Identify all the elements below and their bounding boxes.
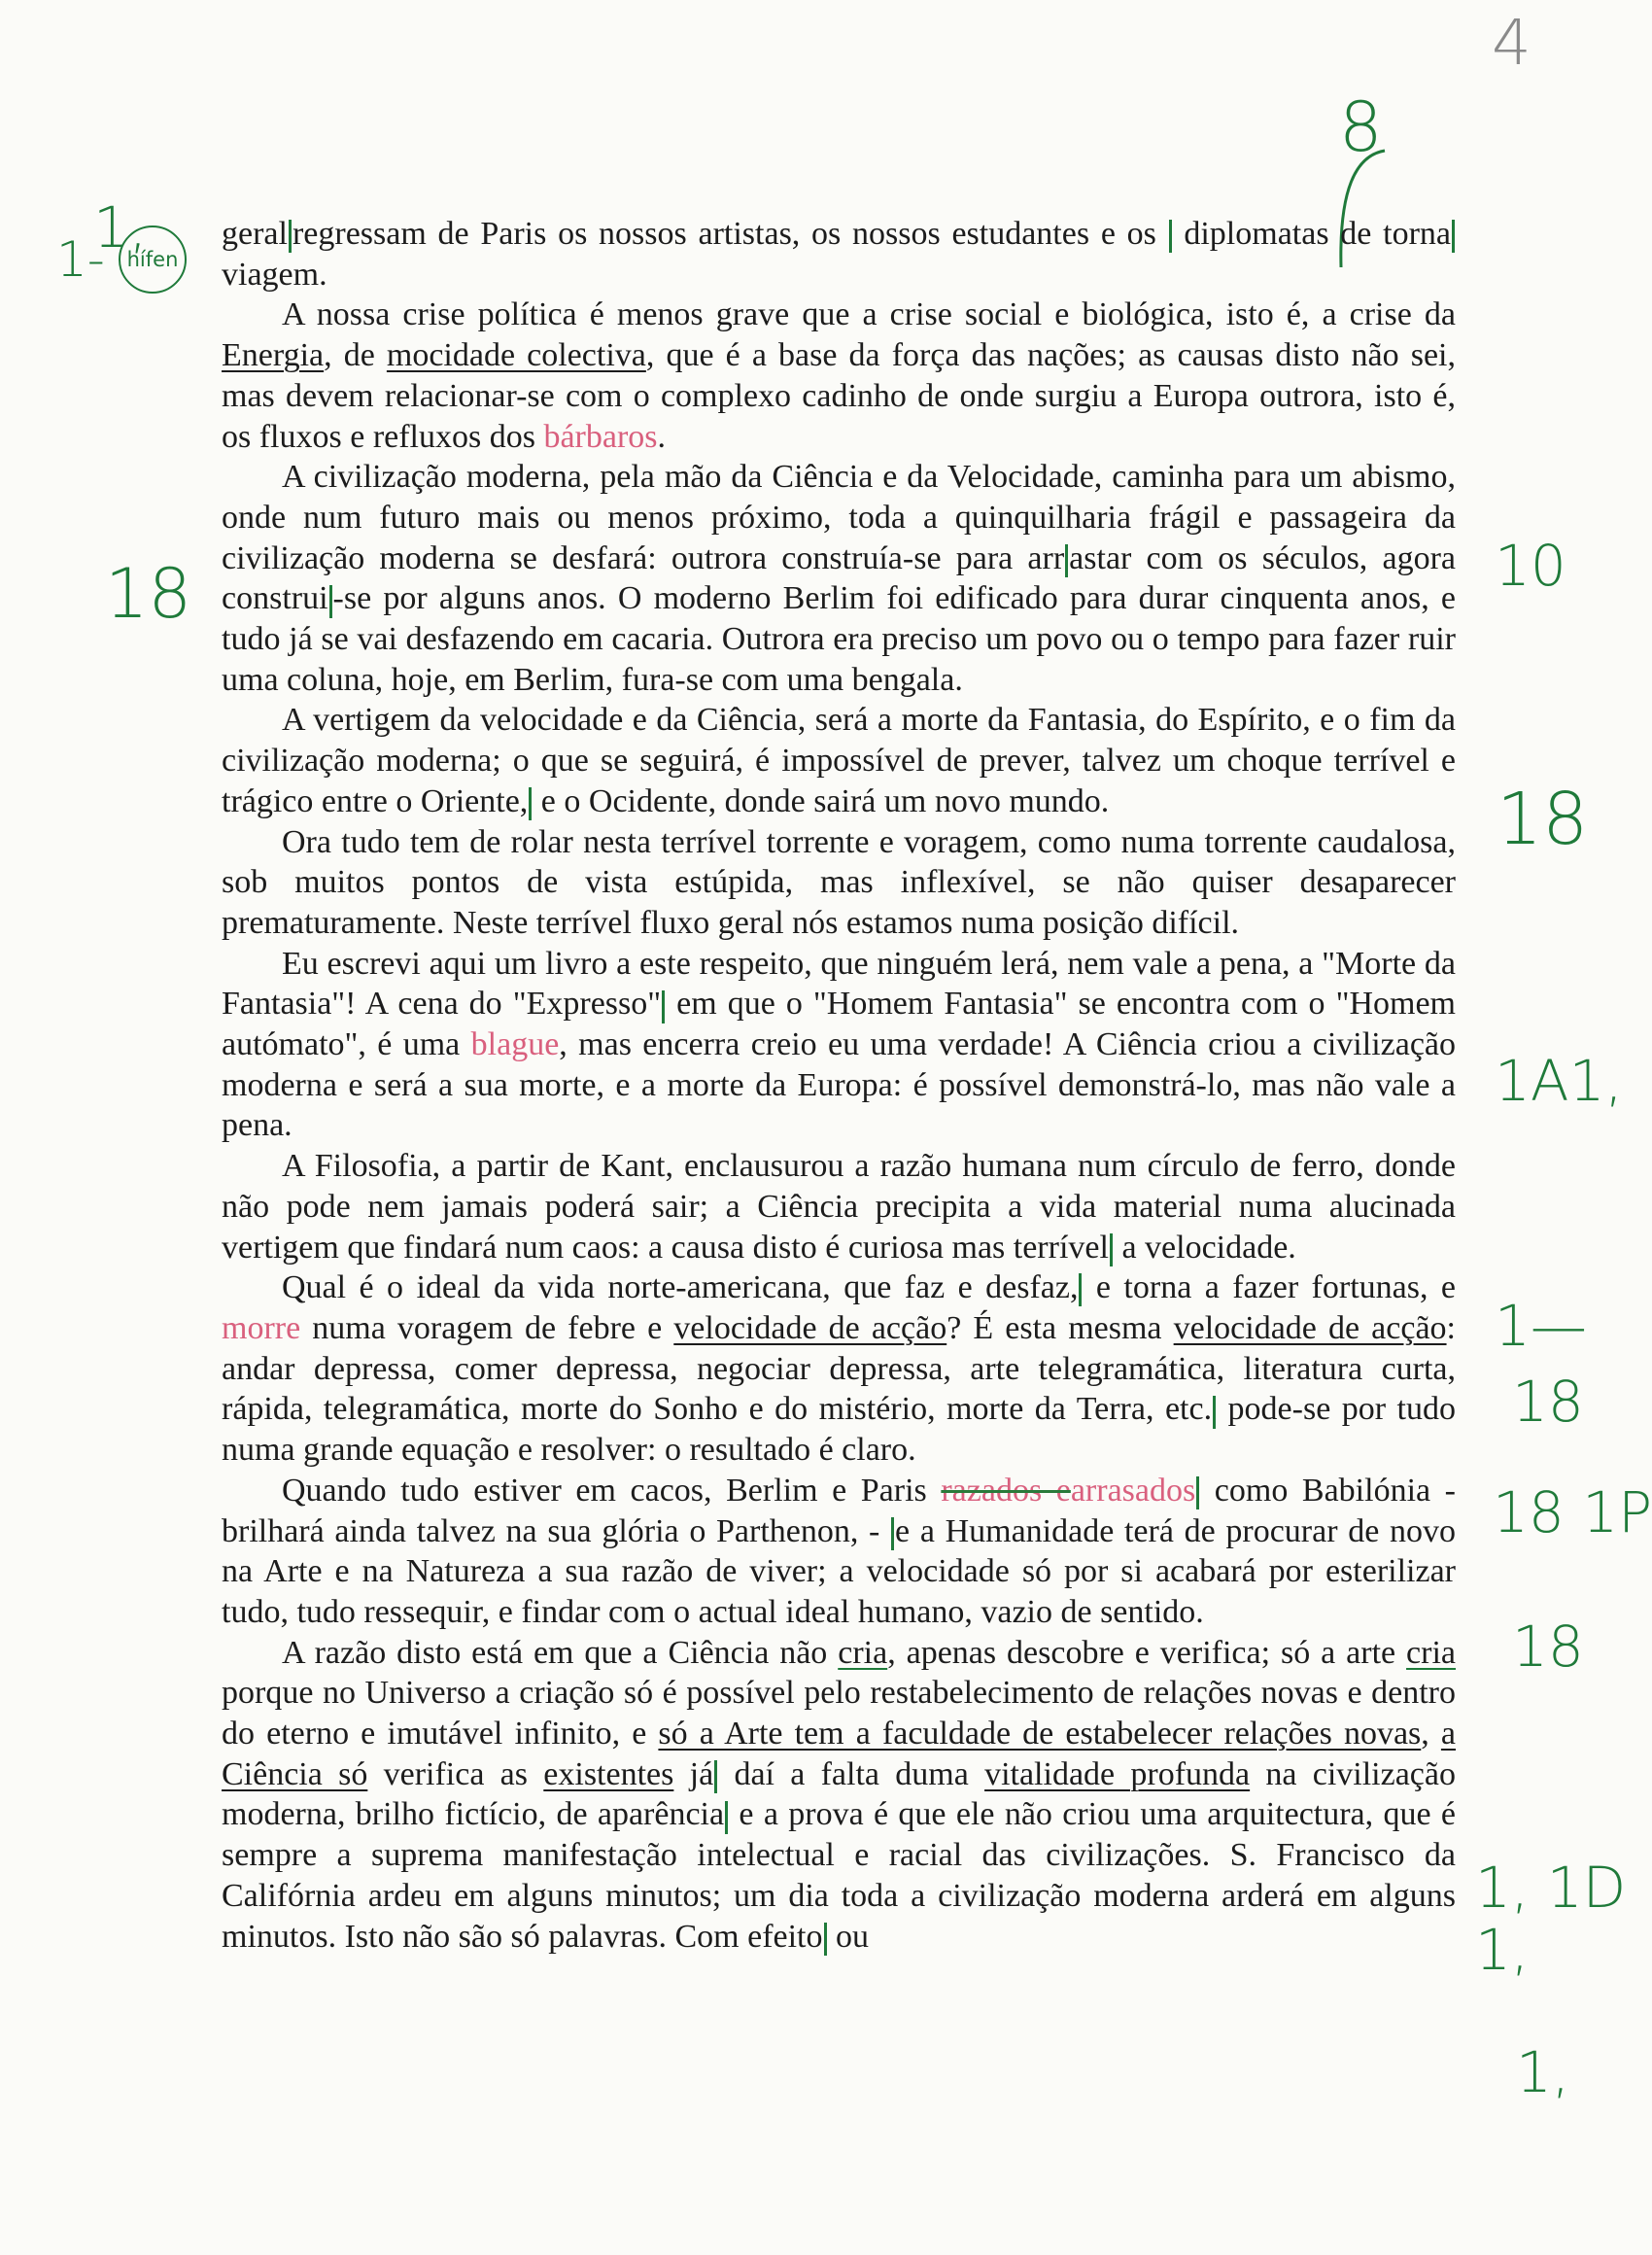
- highlight-blague: blague: [470, 1026, 560, 1063]
- text-span: daí a falta duma: [718, 1755, 985, 1792]
- text-span: numa voragem de febre e: [300, 1309, 674, 1346]
- insertion-mark: [1065, 544, 1068, 577]
- paragraph-2: [222, 295, 1456, 457]
- highlight-morre: morre: [222, 1309, 301, 1346]
- margin-note-9: 18 1P: [1493, 1479, 1652, 1545]
- insertion-mark: [824, 1923, 827, 1956]
- margin-note-12: 1,: [1475, 1917, 1530, 1983]
- insertion-mark: [1196, 1476, 1199, 1509]
- text-span: -se por alguns anos. O moderno Berlim foi edificado para durar cinquenta anos, e tudo já se vai desfazendo em cacaria. Outrora era preciso um povo ou o tempo para fazer ruir uma coluna, hoje, em Berlim, fura-se com uma bengala.: [222, 580, 1456, 698]
- underlined-mocidade: mocidade colectiva: [386, 337, 646, 374]
- text-span: verifica as: [367, 1755, 544, 1792]
- insertion-mark: [529, 787, 532, 820]
- insertion-mark: [329, 585, 332, 618]
- text-span: como Babilónia - brilhará ainda talvez na sua glória o Parthenon, -: [222, 1472, 1457, 1549]
- margin-note-10: 18: [1512, 1613, 1584, 1680]
- paragraph-5: [222, 822, 1456, 944]
- margin-note-5: 18: [1497, 778, 1589, 861]
- text-span: na civilização moderna, brilho fictício, de aparência: [222, 1755, 1456, 1833]
- margin-note-11: 1, 1D: [1475, 1855, 1627, 1921]
- insertion-mark: [1169, 220, 1172, 253]
- underlined-a-ciencia-so: a Ciência só: [222, 1716, 1456, 1792]
- text-span: regressam de Paris os nossos artistas, os nossos estudantes e os: [292, 216, 1168, 252]
- text-span: pode-se por tudo numa grande equação e resolver: o resultado é claro.: [222, 1391, 1456, 1469]
- text-span: , apenas descobre e verifica; só a arte: [887, 1634, 1407, 1671]
- margin-note-4: 10: [1495, 533, 1566, 599]
- margin-note-1: 1,: [93, 194, 148, 260]
- text-span: Quando tudo estiver em cacos, Berlim e Paris: [282, 1472, 942, 1509]
- paragraph-1: [222, 214, 1456, 295]
- insertion-mark: [725, 1801, 728, 1834]
- highlight-arrasados: arrasados: [1070, 1472, 1196, 1509]
- paragraph-6: [222, 944, 1456, 1147]
- underlined-velocidade-1: velocidade de acção: [673, 1309, 947, 1346]
- paragraph-3: [222, 457, 1456, 700]
- text-span: e a prova é que ele não criou uma arquitectura, que é sempre a suprema manifestação intelectual e racial das civilizações. S. Francisco da Califórnia ardeu em alguns minutos; um dia toda a civilização moderna arderá em alguns minutos. Isto não são só palavras. Com efeito: [222, 1796, 1456, 1955]
- page-number: 4: [1492, 8, 1532, 80]
- paragraph-10: [222, 1633, 1456, 1958]
- margin-note-6: 1A1,: [1495, 1048, 1623, 1114]
- text-span: Eu escrevi aqui um livro a este respeito, que ninguém lerá, nem vale a pena, a "Morte da Fantasia"!: [222, 945, 1456, 1023]
- margin-note-8: 18: [1512, 1369, 1584, 1435]
- text-span: A Filosofia, a partir de Kant, enclausurou a razão humana num círculo de ferro, donde não pode nem jamais poderá sair; a Ciência precipita a vida material numa alucinada vertigem que findará num caos: a causa disto é curiosa mas terrível: [222, 1148, 1456, 1266]
- insertion-mark: [714, 1760, 717, 1793]
- insertion-mark: [662, 990, 665, 1023]
- text-span: A vertigem da velocidade e da Ciência, será a morte da Fantasia, do Espírito, e o fim da civilização moderna; o que se seguirá, é impossível de prever, talvez um choque terrível e trágico entre o Oriente,: [222, 702, 1456, 819]
- text-span: Ora tudo tem de rolar nesta terrível torrente e voragem, como numa torrente caudalosa, sob muitos pontos de vista estúpida, mas inflexível, se não quiser desaparecer prematuramente. Neste terrível fluxo geral nós estamos numa posição difícil.: [222, 823, 1456, 941]
- hifen-circle-note: hífen: [119, 226, 187, 294]
- insertion-mark: [1213, 1396, 1216, 1429]
- underlined-velocidade-2: velocidade de acção: [1173, 1309, 1447, 1346]
- document-body: [222, 214, 1456, 1957]
- text-span: e o Ocidente, donde sairá um novo mundo.: [533, 782, 1110, 819]
- underlined-vitalidade: vitalidade profunda: [984, 1755, 1251, 1792]
- text-span: porque no Universo a criação só é possível pelo restabelecimento de relações novas e dentro do eterno e imutável infinito, e: [222, 1675, 1456, 1752]
- text-span: diplomatas de torna: [1172, 216, 1451, 252]
- text-span: A razão disto está em que a Ciência não: [282, 1634, 839, 1671]
- paragraph-9: [222, 1471, 1456, 1633]
- insertion-mark: [1110, 1233, 1113, 1266]
- text-span: , que é a base da força das nações; as causas disto não sei, mas devem relacionar-se com o complexo cadinho de onde surgiu a Europa outrora, isto é, os fluxos e refluxos dos: [222, 337, 1456, 455]
- text-span: e torna a fazer fortunas, e: [1083, 1269, 1456, 1306]
- margin-note-7: 1—: [1495, 1293, 1587, 1359]
- text-span: A nossa crise política é menos grave que a crise social e biológica, isto é, a crise da: [282, 296, 1456, 333]
- text-span: .: [657, 418, 667, 455]
- paragraph-8: [222, 1267, 1456, 1471]
- text-span: astar com os séculos, agora construi: [222, 539, 1456, 617]
- underlined-cria-1: cria: [838, 1634, 888, 1671]
- underlined-existentes: existentes: [543, 1755, 674, 1792]
- text-span: viagem.: [222, 256, 327, 293]
- text-span: : andar depressa, comer depressa, negociar depressa, arte telegramática, literatura curta, rápida, telegramática, morte do Sonho e do mistério, morte da Terra, etc.: [222, 1309, 1456, 1428]
- insertion-mark: [1452, 220, 1455, 253]
- text-span: a velocidade.: [1113, 1229, 1296, 1266]
- text-span: ,: [1421, 1716, 1441, 1752]
- paragraph-4: [222, 700, 1456, 821]
- underlined-energia: Energia: [222, 337, 325, 374]
- text-span: Qual é o ideal da vida norte-americana, que faz e desfaz,: [282, 1269, 1079, 1306]
- underlined-so-a-arte: só a Arte tem a faculdade de estabelecer relações novas: [658, 1716, 1422, 1752]
- text-span: em que o "Homem Fantasia" se encontra com o "Homem autómato", é uma: [222, 986, 1456, 1063]
- insertion-mark: [289, 220, 292, 253]
- text-span: A cena do "Expresso": [364, 986, 662, 1023]
- underlined-cria-2: cria: [1406, 1634, 1456, 1671]
- insertion-mark: [891, 1517, 894, 1550]
- text-span: ou: [827, 1918, 870, 1955]
- margin-note-2: 1-: [56, 231, 105, 288]
- margin-note-top: 8: [1339, 87, 1383, 167]
- text-span: já: [673, 1755, 714, 1792]
- struck-razados: razados e: [941, 1472, 1071, 1509]
- text-span: A civilização moderna, pela mão da Ciência e da Velocidade, caminha para um abismo, onde num futuro mais ou menos próximo, toda a quinquilharia frágil e passageira da civilização moderna se desfará: outrora construía-se para arr: [222, 459, 1456, 576]
- margin-note-13: 1,: [1516, 2039, 1570, 2105]
- text-span: e a Humanidade terá de procurar de novo na Arte e na Natureza a sua razão de viver; a velocidade só por si acabará por esterilizar tudo, tudo ressequir, e findar com o actual ideal humano, vazio de sentido.: [222, 1512, 1456, 1630]
- highlight-barbaros: bárbaros: [543, 418, 658, 455]
- text-span: , de: [324, 337, 387, 374]
- text-span: , mas encerra creio eu uma verdade! A Ciência criou a civilização moderna e será a sua morte, e a morte da Europa: é possível demonstrá-lo, mas não vale a pena.: [222, 1026, 1457, 1144]
- text-span: ? É esta mesma: [946, 1309, 1174, 1346]
- text-span: geral: [222, 216, 288, 252]
- margin-note-3: 18: [105, 554, 192, 634]
- paragraph-7: [222, 1146, 1456, 1267]
